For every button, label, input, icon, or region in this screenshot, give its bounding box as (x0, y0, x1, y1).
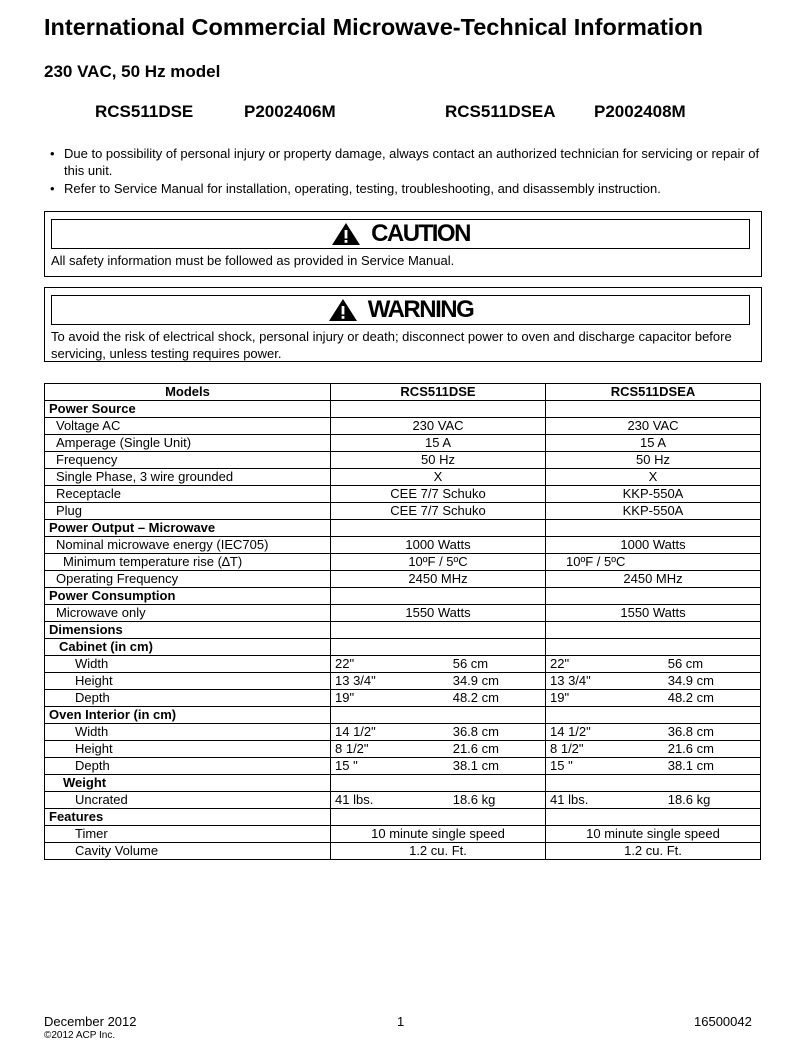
table-cell: 10ºF / 5ºC (331, 554, 546, 571)
table-row (45, 741, 761, 758)
row-label: Voltage AC (45, 418, 331, 435)
inch-value: 14 1/2" (335, 724, 376, 739)
row-label: Plug (45, 503, 331, 520)
table-cell: 230 VAC (546, 418, 761, 435)
bullet-item: • Refer to Service Manual for installation, operating, testing, troubleshooting, and disassembly instruction. (50, 181, 661, 196)
row-label: Cavity Volume (45, 843, 331, 860)
footer-doc-number: 16500042 (694, 1014, 752, 1029)
inch-value: 13 3/4" (550, 673, 591, 688)
section-label: Power Source (45, 401, 331, 418)
warning-banner (51, 295, 750, 325)
table-cell (331, 792, 546, 809)
table-header-row (45, 384, 761, 401)
table-row (45, 571, 761, 588)
row-label: Timer (45, 826, 331, 843)
part-number-1: P2002406M (244, 102, 336, 121)
row-label: Frequency (45, 452, 331, 469)
section-row (45, 809, 761, 826)
table-row (45, 435, 761, 452)
model-name-2: RCS511DSEA (445, 102, 556, 121)
table-cell (546, 673, 761, 690)
table-row (45, 673, 761, 690)
inch-value: 8 1/2" (335, 741, 369, 756)
table-row (45, 724, 761, 741)
table-row (45, 537, 761, 554)
table-cell: 10ºF / 5ºC (546, 554, 761, 571)
header-cell: Models (45, 384, 331, 401)
subsection-row (45, 775, 761, 792)
table-cell (331, 639, 546, 656)
document-title: International Commercial Microwave-Technical Information (44, 14, 704, 40)
caution-label: CAUTION (371, 220, 470, 247)
table-row (45, 486, 761, 503)
table-row (45, 690, 761, 707)
table-cell (546, 656, 761, 673)
document-subtitle: 230 VAC, 50 Hz model (44, 62, 221, 81)
cm-value: 21.6 cm (452, 741, 499, 756)
footer-date: December 2012 (44, 1014, 137, 1029)
inch-value: 22" (550, 656, 570, 671)
row-label: Depth (45, 758, 331, 775)
table-cell: 1.2 cu. Ft. (331, 843, 546, 860)
cm-value: 34.9 cm (667, 673, 714, 688)
table-cell: KKP-550A (546, 486, 761, 503)
row-label: Uncrated (45, 792, 331, 809)
table-cell (546, 690, 761, 707)
warning-box (44, 287, 762, 362)
table-cell: 1000 Watts (331, 537, 546, 554)
bullet-item: • Due to possibility of personal injury or property damage, always contact an authorized technician for servicing or repair of this unit. (50, 146, 760, 178)
inch-value: 15 " (550, 758, 573, 773)
table-cell: 10 minute single speed (546, 826, 761, 843)
cm-value: 21.6 cm (667, 741, 714, 756)
section-row (45, 622, 761, 639)
table-cell (546, 741, 761, 758)
table-cell (546, 588, 761, 605)
kg-value: 18.6 kg (667, 792, 711, 807)
footer-page-number: 1 (397, 1014, 405, 1029)
cm-value: 36.8 cm (452, 724, 499, 739)
table-cell: 1550 Watts (331, 605, 546, 622)
inch-value: 14 1/2" (550, 724, 591, 739)
table-cell: 1000 Watts (546, 537, 761, 554)
row-label: Height (45, 741, 331, 758)
table-cell (331, 690, 546, 707)
table-cell (331, 758, 546, 775)
bullet-text: Due to possibility of personal injury or property damage, always contact an authorized technician for servicing or repair of this unit. (64, 146, 760, 178)
table-cell (546, 775, 761, 792)
cm-value: 34.9 cm (452, 673, 499, 688)
table-cell: 2450 MHz (546, 571, 761, 588)
table-cell: 50 Hz (331, 452, 546, 469)
row-label: Microwave only (45, 605, 331, 622)
inch-value: 15 " (335, 758, 358, 773)
caution-banner (51, 219, 750, 249)
cm-value: 56 cm (667, 656, 704, 671)
table-cell (331, 520, 546, 537)
table-row (45, 554, 761, 571)
section-label: Power Consumption (45, 588, 331, 605)
inch-value: 19" (335, 690, 355, 705)
section-row (45, 588, 761, 605)
row-label: Depth (45, 690, 331, 707)
part-number-2: P2002408M (594, 102, 686, 121)
table-cell (546, 758, 761, 775)
cm-value: 38.1 cm (452, 758, 499, 773)
table-cell: CEE 7/7 Schuko (331, 503, 546, 520)
subsection-label: Weight (45, 775, 331, 792)
table-cell (331, 588, 546, 605)
cm-value: 56 cm (452, 656, 489, 671)
inch-value: 13 3/4" (335, 673, 376, 688)
table-row (45, 826, 761, 843)
row-label: Operating Frequency (45, 571, 331, 588)
inch-value: 8 1/2" (550, 741, 584, 756)
table-cell: 1550 Watts (546, 605, 761, 622)
table-cell: 230 VAC (331, 418, 546, 435)
table-cell (331, 622, 546, 639)
footer-copyright: ©2012 ACP Inc. (44, 1030, 116, 1041)
lbs-value: 41 lbs. (335, 792, 374, 807)
table-row (45, 792, 761, 809)
kg-value: 18.6 kg (452, 792, 496, 807)
table-row (45, 503, 761, 520)
section-label: Power Output – Microwave (45, 520, 331, 537)
header-cell: RCS511DSEA (546, 384, 761, 401)
warning-message: To avoid the risk of electrical shock, personal injury or death; disconnect power to oven and discharge capacitor before servicing, unless testing requires power. (51, 329, 732, 361)
section-row (45, 520, 761, 537)
table-row (45, 843, 761, 860)
table-row (45, 656, 761, 673)
table-cell (331, 656, 546, 673)
table-cell (546, 401, 761, 418)
section-label: Features (45, 809, 331, 826)
table-cell: 15 A (546, 435, 761, 452)
table-cell: KKP-550A (546, 503, 761, 520)
table-cell (546, 809, 761, 826)
table-row (45, 469, 761, 486)
table-cell: X (331, 469, 546, 486)
warning-label: WARNING (367, 296, 474, 323)
table-cell: 1.2 cu. Ft. (546, 843, 761, 860)
table-cell (331, 741, 546, 758)
table-cell (546, 724, 761, 741)
bullet-text: Refer to Service Manual for installation, operating, testing, troubleshooting, and disassembly instruction. (64, 181, 661, 196)
table-cell: 10 minute single speed (331, 826, 546, 843)
cm-value: 36.8 cm (667, 724, 714, 739)
caution-box (44, 211, 762, 277)
table-cell (331, 707, 546, 724)
warning-triangle-icon (328, 298, 358, 322)
row-label: Nominal microwave energy (IEC705) (45, 537, 331, 554)
table-cell (331, 775, 546, 792)
table-cell (331, 724, 546, 741)
caution-message: All safety information must be followed as provided in Service Manual. (51, 253, 455, 268)
table-cell (546, 520, 761, 537)
header-cell: RCS511DSE (331, 384, 546, 401)
bullet-list (50, 146, 760, 200)
cm-value: 38.1 cm (667, 758, 714, 773)
inch-value: 19" (550, 690, 570, 705)
table-cell (546, 639, 761, 656)
row-label: Height (45, 673, 331, 690)
lbs-value: 41 lbs. (550, 792, 589, 807)
section-label: Oven Interior (in cm) (45, 707, 331, 724)
cm-value: 48.2 cm (667, 690, 714, 705)
row-label: Receptacle (45, 486, 331, 503)
table-cell: 50 Hz (546, 452, 761, 469)
row-label: Amperage (Single Unit) (45, 435, 331, 452)
table-cell (546, 622, 761, 639)
table-row (45, 605, 761, 622)
section-label: Dimensions (45, 622, 331, 639)
table-cell: CEE 7/7 Schuko (331, 486, 546, 503)
inch-value: 22" (335, 656, 355, 671)
table-row (45, 758, 761, 775)
table-row (45, 452, 761, 469)
cm-value: 48.2 cm (452, 690, 499, 705)
row-label: Width (45, 724, 331, 741)
table-cell (331, 673, 546, 690)
spec-table (44, 383, 761, 860)
table-row (45, 418, 761, 435)
table-cell: 2450 MHz (331, 571, 546, 588)
subsection-label: Cabinet (in cm) (45, 639, 331, 656)
table-cell (331, 401, 546, 418)
section-row (45, 707, 761, 724)
row-label: Width (45, 656, 331, 673)
section-row (45, 401, 761, 418)
table-cell: X (546, 469, 761, 486)
model-name-1: RCS511DSE (95, 102, 194, 121)
subsection-row (45, 639, 761, 656)
table-cell (546, 792, 761, 809)
row-label: Minimum temperature rise (∆T) (45, 554, 331, 571)
table-cell (331, 809, 546, 826)
table-cell: 15 A (331, 435, 546, 452)
table-cell (546, 707, 761, 724)
warning-triangle-icon (331, 222, 361, 246)
row-label: Single Phase, 3 wire grounded (45, 469, 331, 486)
